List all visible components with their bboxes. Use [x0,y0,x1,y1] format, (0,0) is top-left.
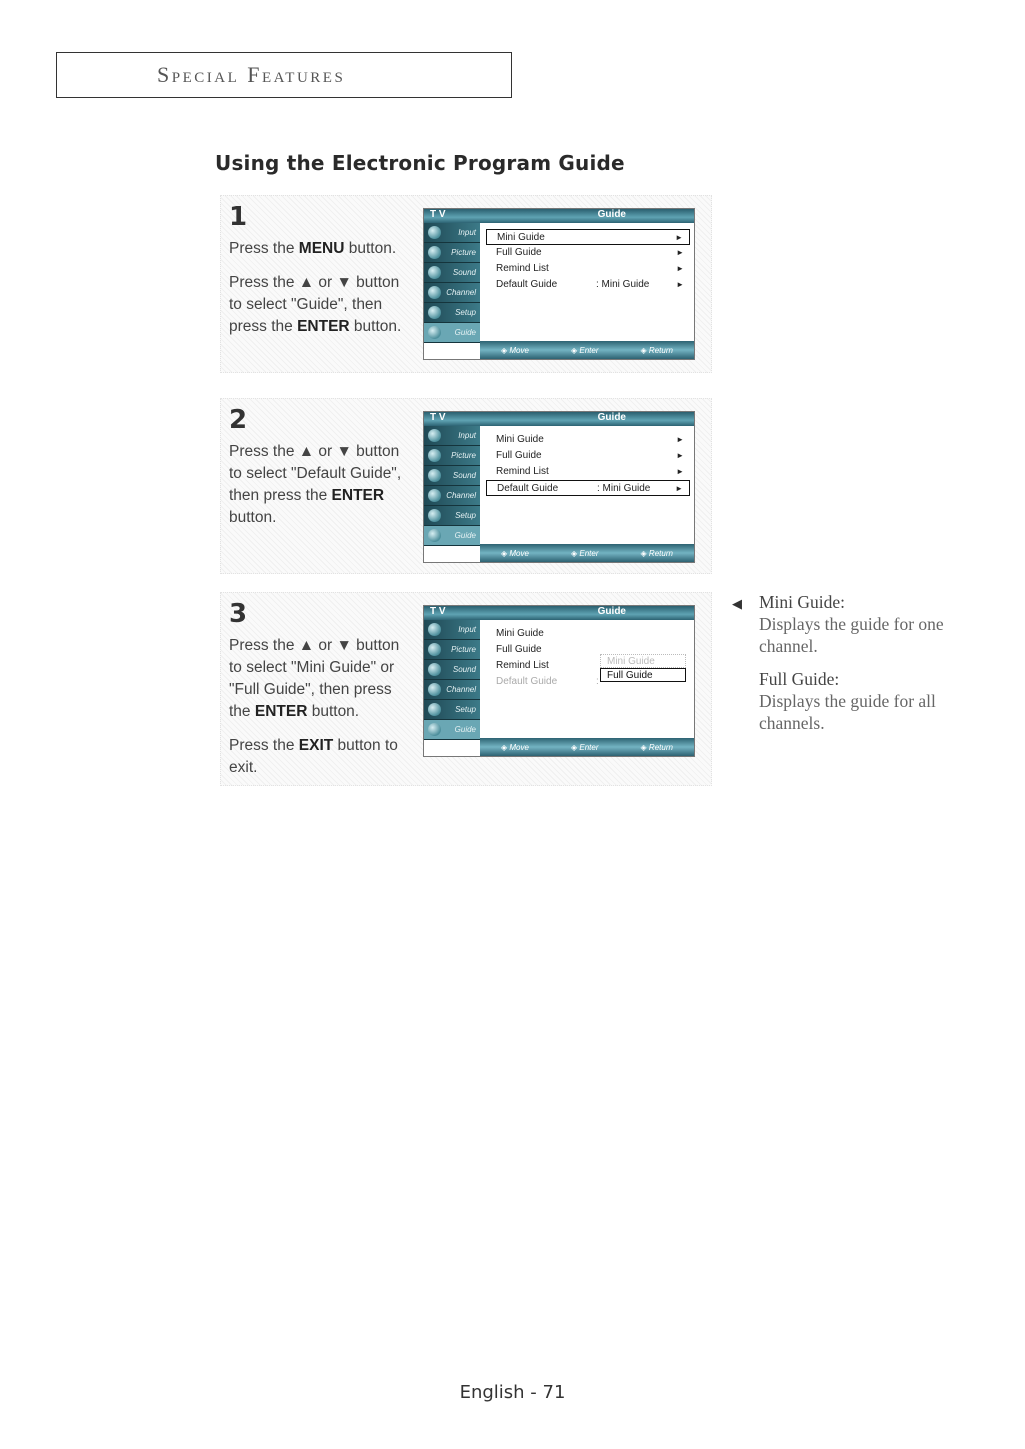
osd-sidebar-item-sound: Sound [424,466,480,486]
arrow-right-icon: ► [676,451,684,460]
sound-icon [428,266,441,279]
guide-icon [428,529,441,542]
osd-menu-value: : Mini Guide [597,483,651,494]
osd-tv-label: T V [430,606,446,617]
section-header [56,52,512,98]
osd-footer-bar [480,341,694,359]
page-title: Using the Electronic Program Guide [215,151,625,175]
step-1 [220,195,712,373]
setup-icon [428,509,441,522]
channel-icon [428,489,441,502]
osd-sidebar-item-guide: Guide [424,323,480,343]
instruction-line: Press the MENU button. [229,240,397,257]
osd-sidebar [424,620,480,740]
osd-menu-list [486,432,690,496]
arrow-right-icon: ► [676,264,684,273]
osd-sidebar-item-channel: Channel [424,680,480,700]
step-number: 2 [229,405,248,435]
osd-title-bar [424,412,694,426]
osd-sidebar-item-picture: Picture [424,446,480,466]
setup-icon [428,703,441,716]
osd-menu-item: Remind List [496,660,549,671]
step-instructions [229,238,415,350]
osd-sidebar-item-channel: Channel [424,486,480,506]
tv-osd-screenshot [423,411,695,563]
picture-icon [428,449,441,462]
osd-sidebar-item-sound: Sound [424,263,480,283]
instruction-line: Press the ▲ or ▼ button to select "Default Guide", then press the ENTER button. [229,443,402,526]
instruction-line: Press the ▲ or ▼ button to select "Mini Guide" or "Full Guide", then press the ENTER button. [229,637,400,720]
osd-sidebar-item-input: Input [424,223,480,243]
channel-icon [428,683,441,696]
sound-icon [428,663,441,676]
input-icon [428,429,441,442]
osd-footer-enter: ◈ Enter [571,743,599,752]
osd-menu-item: Remind List ► [496,263,684,274]
osd-popup-item: Mini Guide [600,654,686,668]
osd-sidebar-item-input: Input [424,620,480,640]
note-heading: Full Guide: [759,669,840,689]
guide-icon [428,723,441,736]
arrow-right-icon: ► [675,233,683,242]
osd-menu-item: Full Guide ► [496,247,684,258]
channel-icon [428,286,441,299]
arrow-right-icon: ► [676,280,684,289]
step-3 [220,592,712,786]
osd-menu-item: Full Guide ► [496,450,684,461]
input-icon [428,623,441,636]
page-number: English - 71 [459,1382,566,1403]
note-heading: ◀ Mini Guide: [732,592,846,612]
osd-menu-item: Full Guide [496,644,542,655]
note-body: Displays the guide for one channel. [759,614,944,656]
setup-icon [428,306,441,319]
osd-menu-title: Guide [597,606,626,617]
osd-menu-item: Mini Guide ► [496,434,684,445]
osd-title-bar [424,606,694,620]
note-body: Displays the guide for all channels. [759,691,936,733]
instruction-line: Press the EXIT button to exit. [229,737,398,776]
picture-icon [428,643,441,656]
step-2 [220,398,712,574]
osd-footer-return: ◈ Return [641,549,673,558]
osd-sidebar-item-channel: Channel [424,283,480,303]
osd-sidebar-item-setup: Setup [424,506,480,526]
step-instructions [229,635,415,791]
osd-menu-title: Guide [597,209,626,220]
osd-footer-bar [480,738,694,756]
step-number: 3 [229,599,248,629]
tv-osd-screenshot [423,208,695,360]
sound-icon [428,469,441,482]
osd-footer-return: ◈ Return [641,743,673,752]
osd-menu-item: Default Guide : Mini Guide ► [496,279,684,290]
osd-footer-bar [480,544,694,562]
osd-menu-title: Guide [597,412,626,423]
osd-title-bar [424,209,694,223]
osd-footer-move: ◈ Move [501,549,529,558]
osd-menu-item: Remind List ► [496,466,684,477]
arrow-right-icon: ► [676,467,684,476]
instruction-line: Press the ▲ or ▼ button to select "Guide", then press the ENTER button. [229,274,402,335]
osd-footer-enter: ◈ Enter [571,549,599,558]
input-icon [428,226,441,239]
picture-icon [428,246,441,259]
osd-tv-label: T V [430,412,446,423]
osd-menu-item: Default Guide : Mini Guide ► [486,480,690,496]
step-number: 1 [229,202,248,232]
osd-sidebar-item-guide: Guide [424,720,480,740]
arrow-right-icon: ► [675,484,683,493]
osd-menu-item: Default Guide : [496,676,599,687]
osd-sidebar-item-guide: Guide [424,526,480,546]
osd-footer-move: ◈ Move [501,346,529,355]
osd-sidebar [424,426,480,546]
osd-sidebar-item-setup: Setup [424,303,480,323]
step-instructions [229,441,415,541]
osd-menu-value: : Mini Guide [596,279,650,290]
osd-popup-options [600,654,686,682]
osd-sidebar-item-picture: Picture [424,640,480,660]
osd-sidebar-item-input: Input [424,426,480,446]
osd-footer-return: ◈ Return [641,346,673,355]
triangle-left-icon: ◀ [732,596,742,611]
osd-footer-enter: ◈ Enter [571,346,599,355]
osd-sidebar [424,223,480,343]
osd-footer-move: ◈ Move [501,743,529,752]
osd-tv-label: T V [430,209,446,220]
osd-menu-value: : [596,676,599,687]
tv-osd-screenshot [423,605,695,757]
osd-sidebar-item-setup: Setup [424,700,480,720]
notes [732,592,982,746]
guide-icon [428,326,441,339]
osd-sidebar-item-picture: Picture [424,243,480,263]
section-header-text: Special Features [157,62,346,87]
osd-popup-item: Full Guide [600,668,686,682]
osd-sidebar-item-sound: Sound [424,660,480,680]
osd-menu-item: Mini Guide ► [486,229,690,245]
arrow-right-icon: ► [676,248,684,257]
osd-menu-list [486,229,690,293]
osd-menu-item: Mini Guide [496,628,544,639]
arrow-right-icon: ► [676,435,684,444]
